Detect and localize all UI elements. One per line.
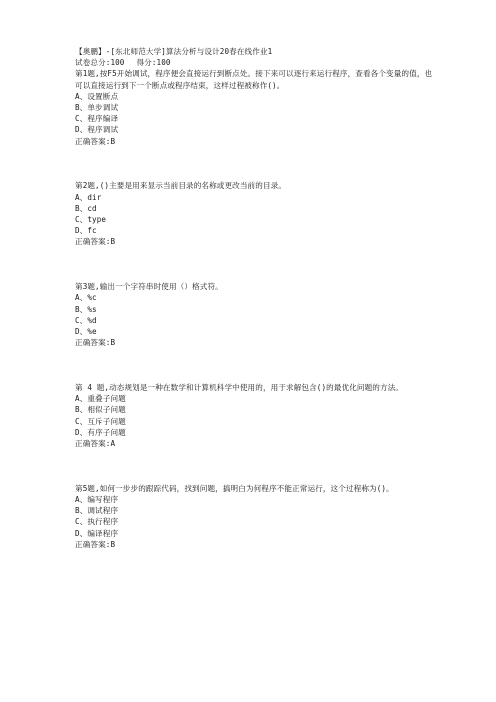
document-title: 【奥鹏】-[东北师范大学]算法分析与设计20春在线作业1 xyxy=(75,47,273,56)
option-c: C、程序编译 xyxy=(75,114,119,124)
option-a: A、dir xyxy=(75,192,102,202)
spacer xyxy=(75,348,435,382)
option-c: C、type xyxy=(75,215,107,225)
option-d: D、%e xyxy=(75,327,97,337)
question-stem: 第1题,按F5开始调试，程序便会直接运行到断点处。接下来可以逐行来运行程序，查看各个变量的值，也可以直接运行到下一个断点或程序结束，这样过程被称作()。 xyxy=(75,69,433,90)
option-c: C、执行程序 xyxy=(75,517,119,527)
option-a: A、编写程序 xyxy=(75,495,119,505)
option-d: D、有序子问题 xyxy=(75,427,126,437)
question-stem: 第2题,()主要是用来显示当前目录的名称或更改当前的目录。 xyxy=(75,181,287,191)
question-stem: 第5题,如何一步步的跟踪代码，找到问题，搞明白为何程序不能正常运行，这个过程称为()。 xyxy=(75,483,394,493)
correct-answer: 正确答案:B xyxy=(75,237,116,247)
option-a: A、重叠子问题 xyxy=(75,394,126,404)
spacer xyxy=(75,147,435,181)
score-label: 得分:100 xyxy=(136,58,171,68)
total-score-label: 试卷总分:100 xyxy=(75,58,125,68)
correct-answer: 正确答案:B xyxy=(75,338,116,348)
option-b: B、单步调试 xyxy=(75,103,119,113)
question-3 xyxy=(75,281,435,348)
option-d: D、fc xyxy=(75,226,97,236)
score-summary xyxy=(75,57,435,68)
document-page xyxy=(75,46,435,550)
option-a: A、设置断点 xyxy=(75,91,119,101)
spacer xyxy=(75,248,435,282)
spacer xyxy=(75,449,435,483)
question-1 xyxy=(75,68,435,146)
option-c: C、%d xyxy=(75,315,97,325)
question-stem: 第 4 题,动态规划是一种在数学和计算机科学中使用的，用于求解包含()的最优化问题的方法。 xyxy=(75,383,404,393)
question-5 xyxy=(75,483,435,550)
question-2 xyxy=(75,180,435,247)
option-b: B、cd xyxy=(75,203,97,213)
correct-answer: 正确答案:A xyxy=(75,439,116,449)
option-d: D、编译程序 xyxy=(75,528,119,538)
option-a: A、%c xyxy=(75,293,97,303)
question-4 xyxy=(75,382,435,449)
question-stem: 第3题,输出一个字符串时使用（）格式符。 xyxy=(75,282,223,292)
option-b: B、调试程序 xyxy=(75,506,119,516)
option-b: B、%s xyxy=(75,304,97,314)
option-d: D、程序调试 xyxy=(75,125,119,135)
correct-answer: 正确答案:B xyxy=(75,539,116,549)
option-b: B、相似子问题 xyxy=(75,405,126,415)
correct-answer: 正确答案:B xyxy=(75,136,116,146)
option-c: C、互斥子问题 xyxy=(75,416,126,426)
